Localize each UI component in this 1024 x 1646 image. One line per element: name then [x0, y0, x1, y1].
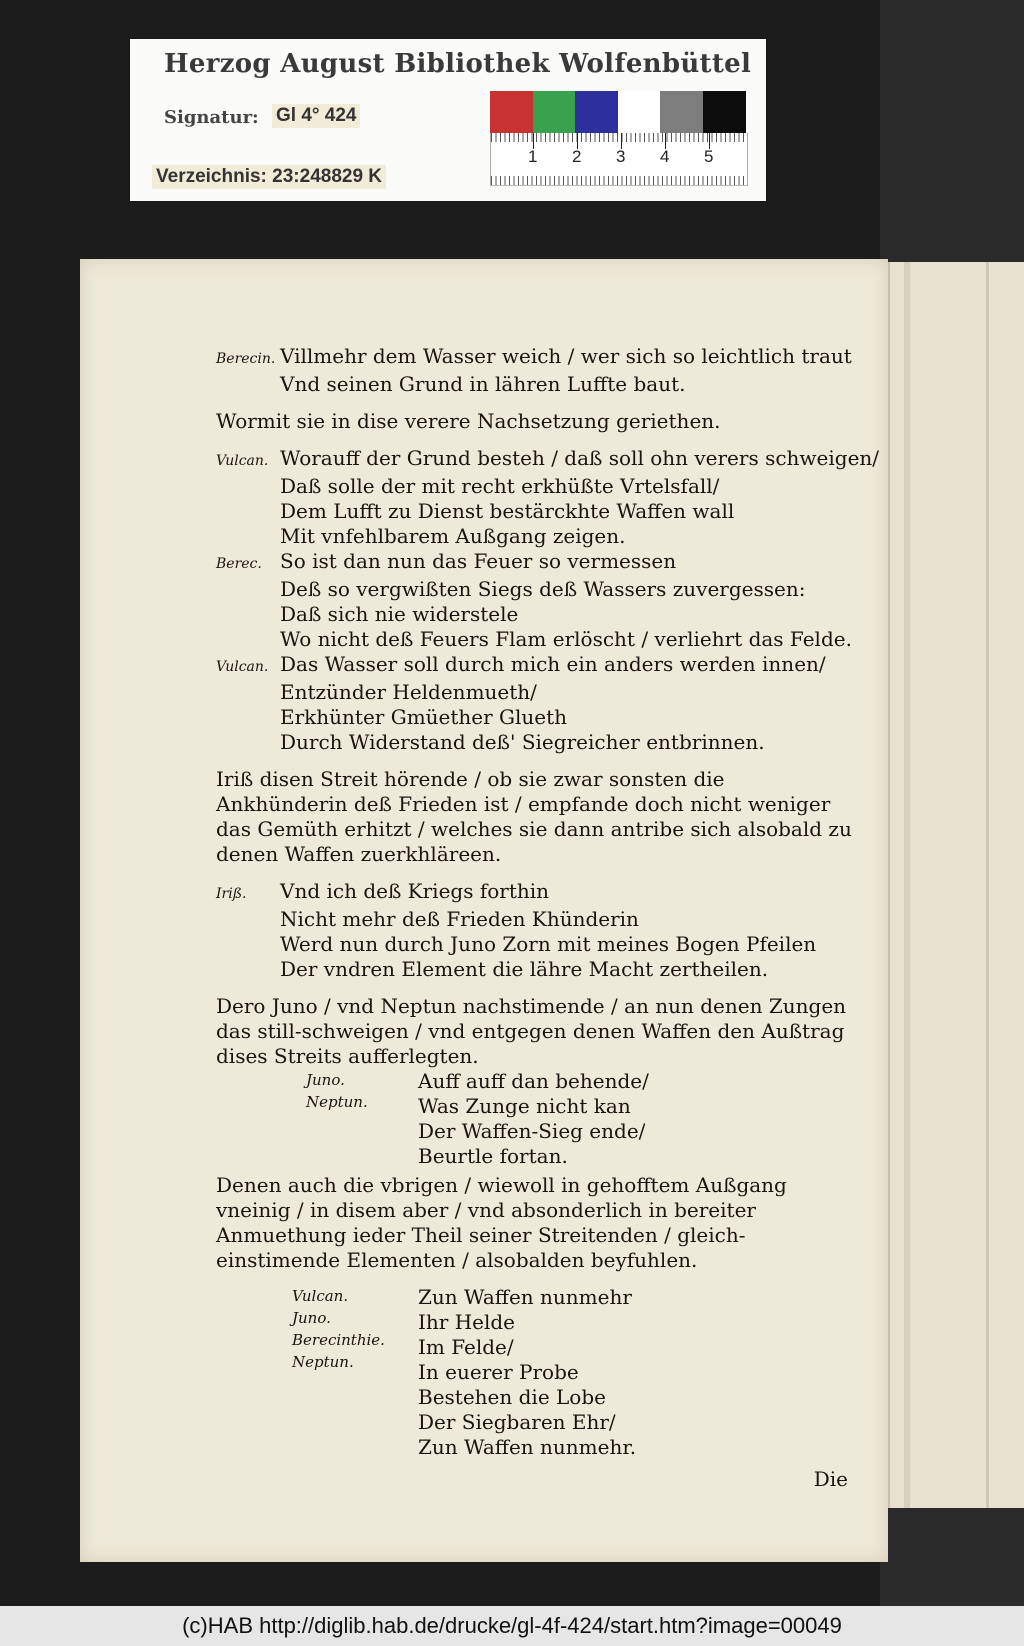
swatch-black: [703, 91, 746, 133]
prose-paragraph-4: Denen auch die vbrigen / wiewoll in gehofftem Außgang vneinig / in disem aber / vnd absonderlich in bereiter Anmuethung ieder Theil seiner Streitenden / gleich-einstimende Elementen / alsobalden beyfuhlen.: [216, 1173, 787, 1272]
verse-text: Deß so vergwißten Siegs deß Wassers zuvergessen:: [280, 577, 806, 601]
verse-line: Bestehen die Lobe: [418, 1385, 606, 1409]
verse-text: Erkhünter Gmüether Glueth: [280, 705, 568, 729]
speaker-name: Iriß.: [216, 886, 247, 902]
verse-line: [216, 730, 856, 755]
verse-text: So ist dan nun das Feuer so vermessen: [280, 549, 677, 573]
verse-line: [216, 549, 856, 577]
speaker-name: Juno.: [292, 1309, 331, 1327]
verse-text: Mit vnfehlbarem Außgang zeigen.: [280, 524, 626, 548]
swatch-red: [490, 91, 533, 133]
verse-text: Der vndren Element die lähre Macht zertheilen.: [280, 957, 769, 981]
verse-line: [216, 344, 856, 372]
verse-text: Vnd seinen Grund in lähren Luffte baut.: [280, 372, 686, 396]
speaker-name: Vulcan.: [216, 659, 269, 675]
verse-line: Der Waffen-Sieg ende/: [418, 1119, 646, 1143]
verzeichnis-label: Verzeichnis: 23:248829 K: [152, 165, 386, 189]
library-label-card: [130, 39, 766, 201]
verse-line: Was Zunge nicht kan: [418, 1094, 631, 1118]
swatch-green: [533, 91, 576, 133]
verse-line: [216, 680, 856, 705]
verse-line: Ihr Helde: [418, 1310, 516, 1334]
ruler-number: 3: [616, 147, 626, 166]
verse-line: [216, 907, 856, 932]
verse-text: Nicht mehr deß Frieden Khünderin: [280, 907, 639, 931]
verse-text: Dem Lufft zu Dienst bestärckhte Waffen wall: [280, 499, 735, 523]
verse-text: Entzünder Heldenmueth/: [280, 680, 537, 704]
verse-line: [216, 705, 856, 730]
verse-line: Zun Waffen nunmehr.: [418, 1435, 637, 1459]
verse-text: Das Wasser soll durch mich ein anders werden innen/: [280, 652, 826, 676]
verse-text: Daß solle der mit recht erkhüßte Vrtelsfall/: [280, 474, 720, 498]
verse-text: Daß sich nie widerstele: [280, 602, 519, 626]
ruler-number: 5: [704, 147, 714, 166]
signatur-label: Signatur:: [164, 107, 259, 128]
verse-line: In euerer Probe: [418, 1360, 579, 1384]
verse-text: Werd nun durch Juno Zorn mit meines Bogen Pfeilen: [280, 932, 817, 956]
speaker-name: Vulcan.: [216, 453, 269, 469]
speaker-name: Vulcan.: [292, 1287, 349, 1305]
swatch-white: [618, 91, 661, 133]
page-text: [216, 344, 880, 1492]
verse-line: [216, 372, 856, 397]
verse-line: [216, 602, 856, 627]
verse-line: [216, 627, 856, 652]
speaker-name: Juno.: [306, 1071, 345, 1089]
verse-line: [216, 499, 856, 524]
verse-block-2: [216, 446, 880, 755]
verse-line: [216, 524, 856, 549]
verse-line: [216, 932, 856, 957]
swatch-blue: [575, 91, 618, 133]
verse-line: Der Siegbaren Ehr/: [418, 1410, 616, 1434]
verse-line: [216, 446, 880, 474]
prose-paragraph-3: Dero Juno / vnd Neptun nachstimende / an nun denen Zungen das still-schweigen / vnd entgegen denen Waffen den Außtrag dises Streits aufferlegten.: [216, 994, 847, 1068]
verse-block-5: [216, 1285, 856, 1463]
verse-block-3: [216, 879, 856, 982]
scale-ruler: [490, 133, 748, 186]
prose-paragraph-1: Wormit sie in dise verere Nachsetzung geriethen.: [216, 409, 721, 433]
verse-text: Wo nicht deß Feuers Flam erlöscht / verliehrt das Felde.: [280, 627, 852, 651]
verse-text: Worauff der Grund besteh / daß soll ohn verers schweigen/: [280, 446, 880, 470]
ruler-number: 4: [660, 147, 670, 166]
swatch-gray: [660, 91, 703, 133]
verse-line: Zun Waffen nunmehr: [418, 1285, 632, 1309]
verse-line: Beurtle fortan.: [418, 1144, 568, 1168]
verse-line: [216, 474, 856, 499]
adjacent-page: [888, 262, 1024, 1508]
speaker-name: Neptun.: [306, 1093, 368, 1111]
verse-line: [216, 879, 856, 907]
verse-text: Villmehr dem Wasser weich / wer sich so leichtlich traut: [280, 344, 852, 368]
prose-paragraph-2: Iriß disen Streit hörende / ob sie zwar sonsten die Ankhünderin deß Frieden ist / empfande doch nicht weniger das Gemüth erhitzt / welches sie dann antribe sich alsobald zu denen Waffen zuerkhläreen.: [216, 767, 852, 866]
speaker-name: Neptun.: [292, 1353, 354, 1371]
ruler-number: 1: [528, 147, 538, 166]
verse-line: [216, 957, 856, 982]
verse-text: Durch Widerstand deß' Siegreicher entbrinnen.: [280, 730, 765, 754]
speaker-name: Berec.: [216, 556, 262, 572]
verse-line: Auff auff dan behende/: [418, 1069, 649, 1093]
speaker-name: Berecinthie.: [292, 1331, 385, 1349]
verse-text: Vnd ich deß Kriegs forthin: [280, 879, 550, 903]
copyright-footer[interactable]: (c)HAB http://diglib.hab.de/drucke/gl-4f-424/start.htm?image=00049: [0, 1606, 1024, 1646]
library-title: Herzog August Bibliothek Wolfenbüttel: [164, 49, 752, 79]
color-calibration-swatches: [490, 91, 746, 133]
verse-line: [216, 577, 856, 602]
verse-line: [216, 652, 856, 680]
verse-line: Im Felde/: [418, 1335, 514, 1359]
verse-block-4: [216, 1069, 856, 1173]
verse-block-1: [216, 344, 856, 397]
catchword: Die: [813, 1467, 848, 1491]
signatur-value: Gl 4° 424: [272, 104, 360, 128]
ruler-number: 2: [572, 147, 582, 166]
speaker-name: Berecin.: [216, 351, 276, 367]
